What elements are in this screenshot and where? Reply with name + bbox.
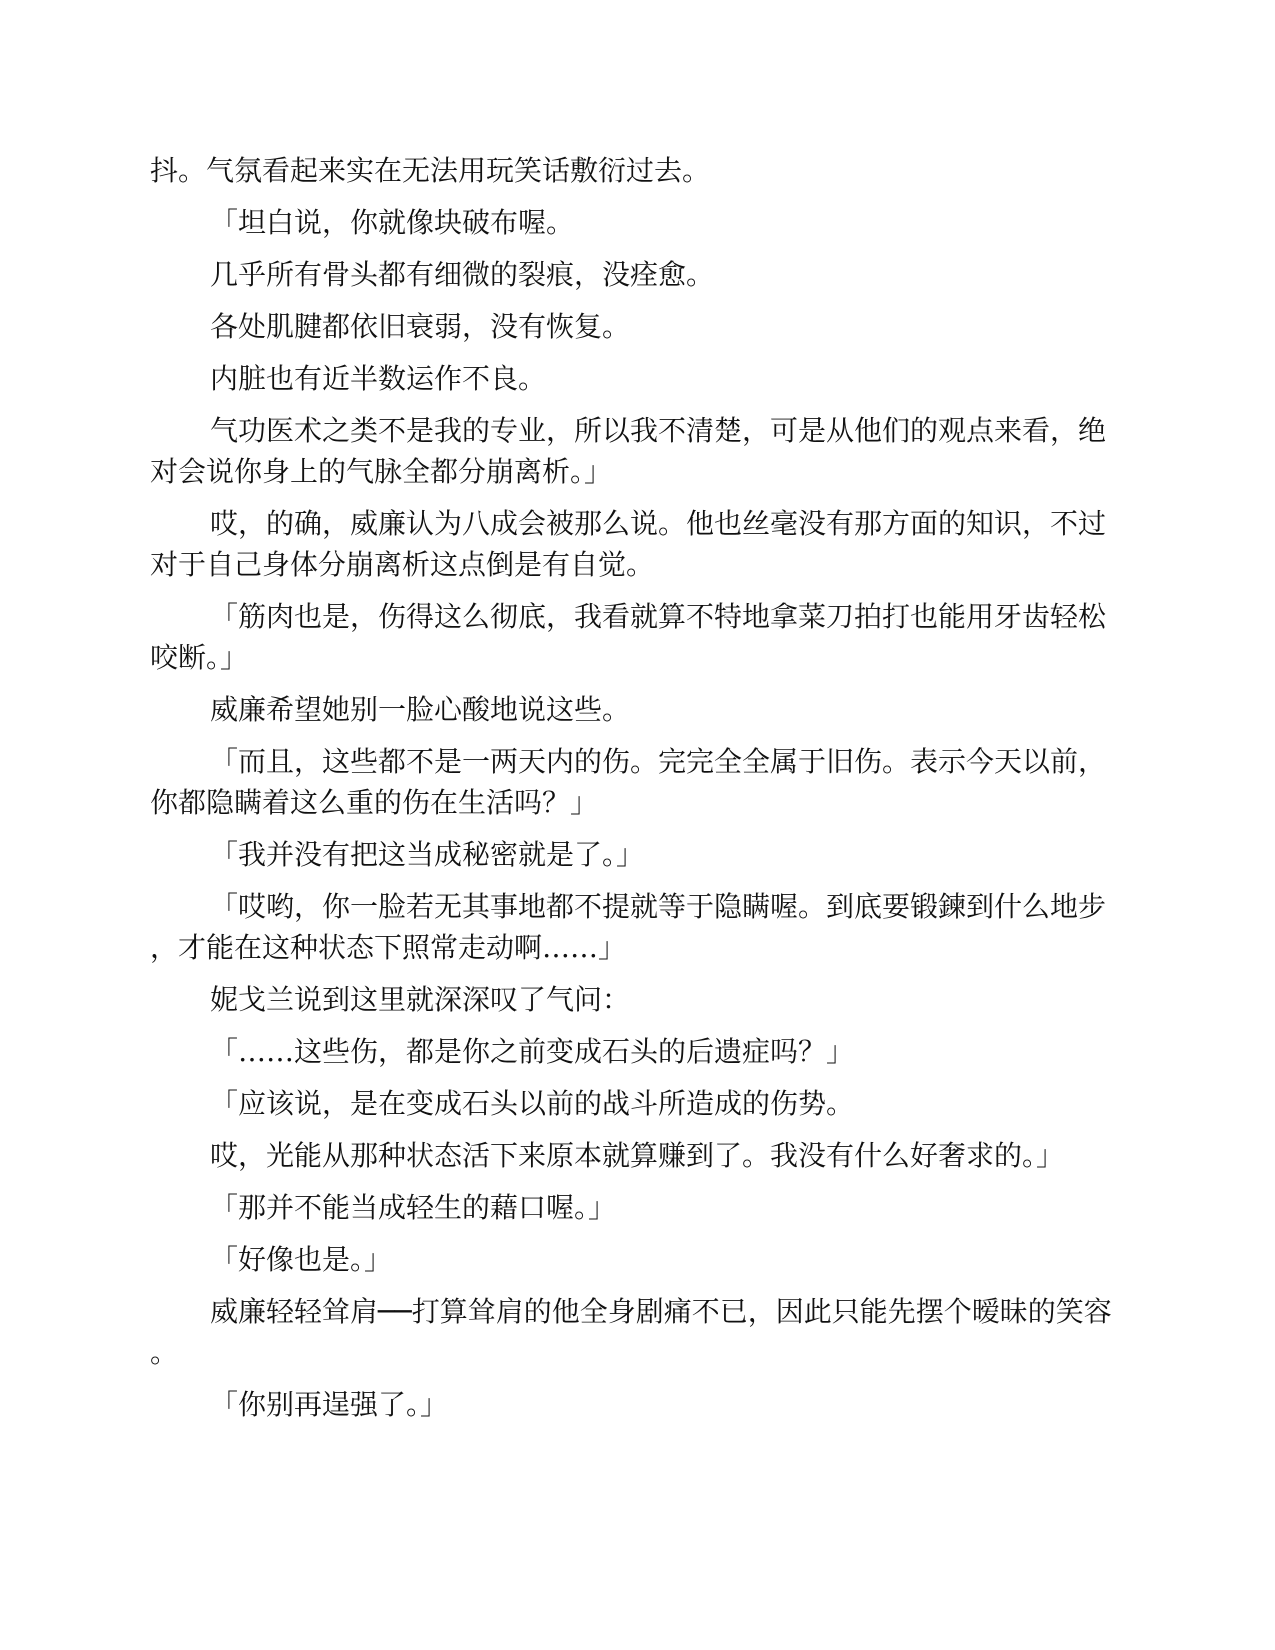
paragraph: 「而且，这些都不是一两天内的伤。完完全全属于旧伤。表示今天以前，你都隐瞒着这么重的伤在生活吗？」 [150, 745, 1107, 819]
paragraph: 「筋肉也是，伤得这么彻底，我看就算不特地拿菜刀拍打也能用牙齿轻松咬断。」 [150, 600, 1107, 674]
paragraph: 威廉希望她别一脸心酸地说这些。 [210, 693, 631, 726]
paragraph: 哎，光能从那种状态活下来原本就算赚到了。我没有什么好奢求的。」 [210, 1139, 1065, 1172]
paragraph: 各处肌腱都依旧衰弱，没有恢复。 [210, 310, 631, 343]
paragraph: 抖。气氛看起来实在无法用玩笑话敷衍过去。 [150, 154, 711, 187]
paragraph: 内脏也有近半数运作不良。 [210, 362, 547, 395]
body-text [150, 150, 1125, 1436]
paragraph: 「……这些伤，都是你之前变成石头的后遗症吗？」 [210, 1035, 855, 1068]
paragraph: 威廉轻轻耸肩──打算耸肩的他全身剧痛不已，因此只能先摆个暧昧的笑容。 [150, 1295, 1112, 1369]
paragraph: 几乎所有骨头都有细微的裂痕，没痊愈。 [210, 258, 715, 291]
paragraph: 「哎哟，你一脸若无其事地都不提就等于隐瞒喔。到底要锻鍊到什么地步，才能在这种状态下照常走动啊……」 [150, 890, 1107, 964]
paragraph: 「坦白说，你就像块破布喔。 [210, 206, 575, 239]
paragraph: 「应该说，是在变成石头以前的战斗所造成的伤势。 [210, 1087, 855, 1120]
paragraph: 妮戈兰说到这里就深深叹了气问： [210, 983, 631, 1016]
paragraph: 哎，的确，威廉认为八成会被那么说。他也丝毫没有那方面的知识，不过对于自己身体分崩离析这点倒是有自觉。 [150, 507, 1107, 581]
paragraph: 「好像也是。」 [210, 1243, 393, 1276]
paragraph: 「你别再逞强了。」 [210, 1388, 449, 1421]
paragraph: 气功医术之类不是我的专业，所以我不清楚，可是从他们的观点来看，绝对会说你身上的气脉全都分崩离析。」 [150, 414, 1107, 488]
paragraph: 「那并不能当成轻生的藉口喔。」 [210, 1191, 617, 1224]
paragraph: 「我并没有把这当成秘密就是了。」 [210, 838, 645, 871]
